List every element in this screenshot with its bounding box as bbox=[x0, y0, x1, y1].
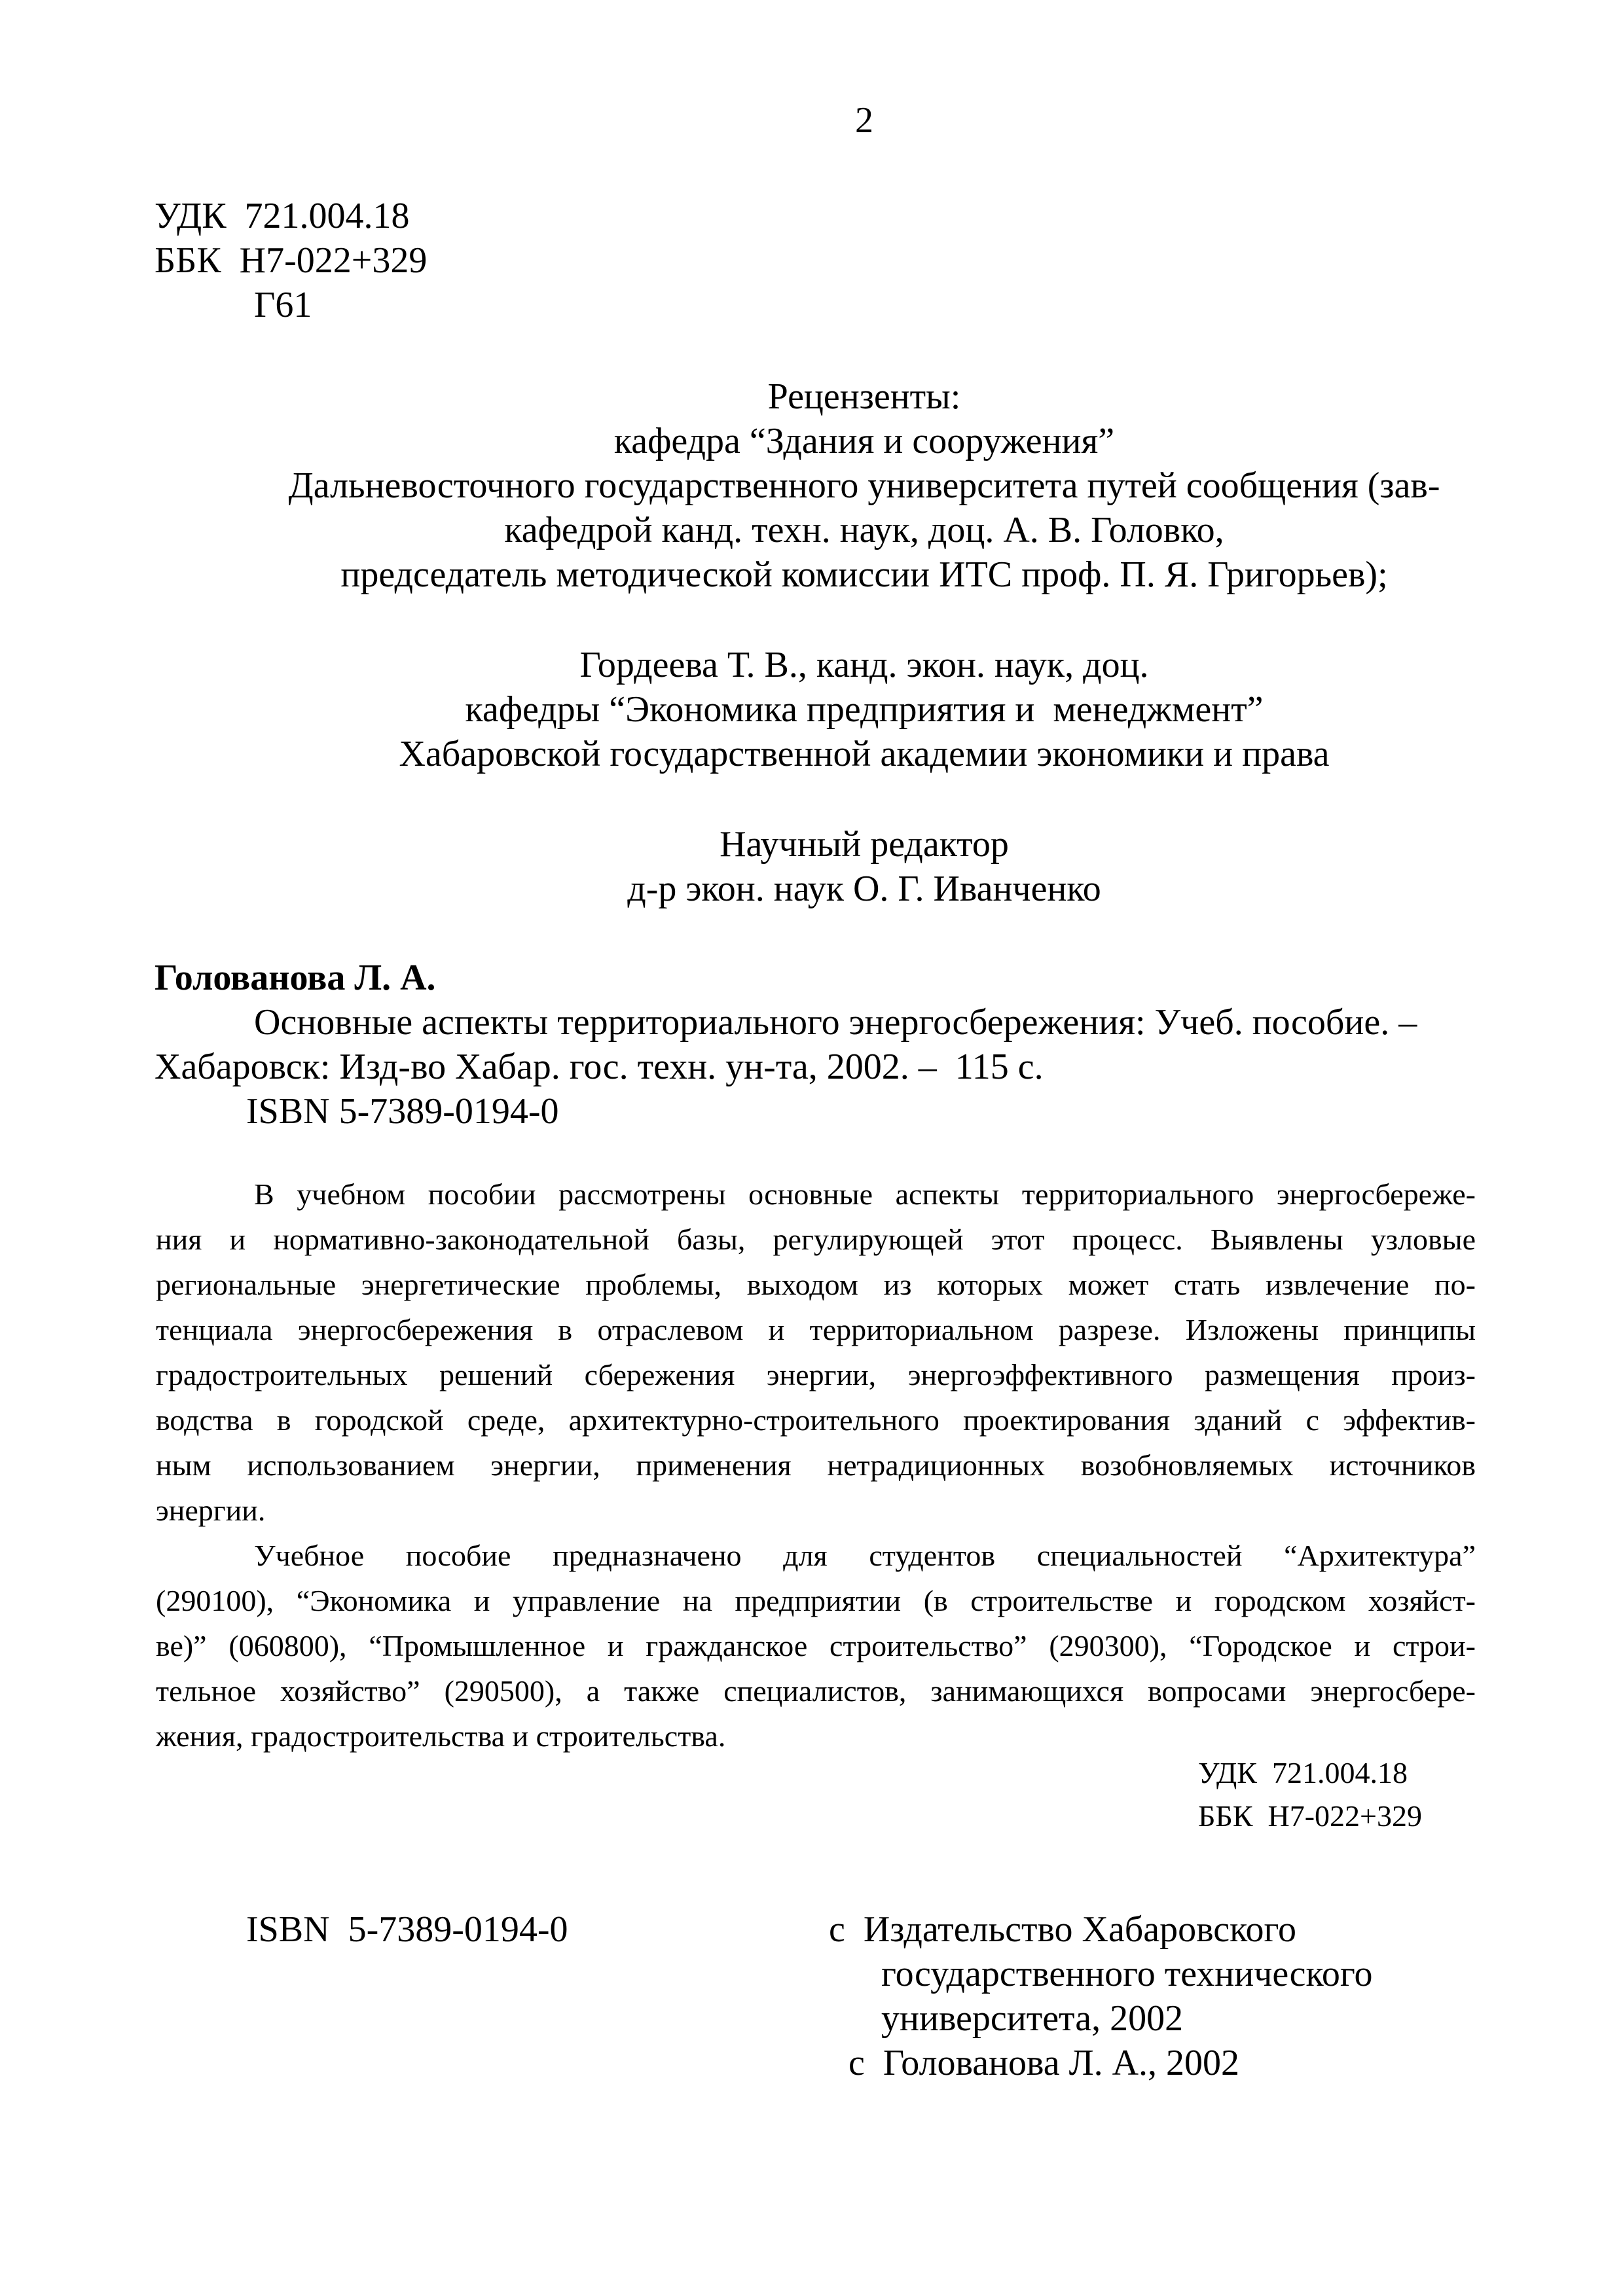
copyright-publisher-line-3: университета, 2002 bbox=[881, 1998, 1184, 2039]
abstract-p2-line-5: жения, градостроительства и строительства. bbox=[156, 1719, 726, 1753]
abstract-paragraph-1 bbox=[156, 1172, 1476, 1533]
book-author: Голованова Л. А. bbox=[155, 958, 436, 998]
footer-bbk-code: ББК Н7-022+329 bbox=[1198, 1799, 1422, 1833]
book-isbn: ISBN 5-7389-0194-0 bbox=[246, 1091, 559, 1132]
book-citation-line-1: Основные аспекты территориального энергосбережения: Учеб. пособие. – bbox=[254, 1002, 1417, 1043]
abstract-p2-line-2: (290100), “Экономика и управление на предприятии (в строительстве и городском хозяйст- bbox=[156, 1584, 1476, 1617]
footer-udk-code: УДК 721.004.18 bbox=[1198, 1756, 1408, 1789]
reviewer-2-line-3: Хабаровской государственной академии экономики и права bbox=[399, 734, 1330, 774]
abstract-p2-line-1: Учебное пособие предназначено для студентов специальностей “Архитектура” bbox=[254, 1539, 1476, 1572]
copyright-isbn: ISBN 5-7389-0194-0 bbox=[246, 1909, 568, 1950]
page-number: 2 bbox=[855, 100, 873, 141]
book-citation-line-2: Хабаровск: Изд-во Хабар. гос. техн. ун-та, 2002. – 115 с. bbox=[155, 1047, 1044, 1087]
copyright-publisher-line-2: государственного технического bbox=[881, 1954, 1373, 1994]
author-mark: Г61 bbox=[254, 285, 312, 325]
reviewer-1-line-4: председатель методической комиссии ИТС проф. П. Я. Григорьев); bbox=[340, 554, 1388, 595]
reviewers-title: Рецензенты: bbox=[767, 376, 961, 417]
bbk-code: ББК Н7-022+329 bbox=[155, 240, 428, 281]
reviewer-1-line-1: кафедра “Здания и сооружения” bbox=[613, 421, 1115, 461]
abstract-p1-line-6: водства в городской среде, архитектурно-строительного проектирования зданий с эффектив- bbox=[156, 1403, 1476, 1437]
abstract-p2-line-4: тельное хозяйство” (290500), а также специалистов, занимающихся вопросами энергосбере- bbox=[156, 1674, 1476, 1708]
abstract-p2-line-3: ве)” (060800), “Промышленное и гражданское строительство” (290300), “Городское и строи- bbox=[156, 1629, 1476, 1662]
abstract-p1-line-7: ным использованием энергии, применения нетрадиционных возобновляемых источников bbox=[156, 1448, 1476, 1482]
abstract-p1-line-5: градостроительных решений сбережения энергии, энергоэффективного размещения произ- bbox=[156, 1358, 1476, 1391]
reviewer-1-line-2: Дальневосточного государственного университета путей сообщения (зав- bbox=[288, 465, 1440, 506]
abstract-p1-line-1: В учебном пособии рассмотрены основные аспекты территориального энергосбереже- bbox=[254, 1177, 1476, 1211]
abstract-p1-line-3: региональные энергетические проблемы, выходом из которых может стать извлечение по- bbox=[156, 1268, 1476, 1301]
copyright-publisher-line-1: с Издательство Хабаровского bbox=[829, 1909, 1297, 1950]
udk-code: УДК 721.004.18 bbox=[155, 196, 410, 236]
editor-name: д-р экон. наук О. Г. Иванченко bbox=[627, 869, 1101, 909]
editor-title: Научный редактор bbox=[720, 824, 1009, 865]
reviewer-1-line-3: кафедрой канд. техн. наук, доц. А. В. Головко, bbox=[504, 510, 1224, 550]
reviewer-2-line-2: кафедры “Экономика предприятия и менеджмент” bbox=[465, 689, 1264, 730]
abstract-p1-line-8: энергии. bbox=[156, 1494, 266, 1527]
abstract-paragraph-2 bbox=[156, 1533, 1476, 1759]
copyright-author: с Голованова Л. А., 2002 bbox=[848, 2043, 1240, 2083]
abstract-p1-line-4: тенциала энергосбережения в отраслевом и территориальном разрезе. Изложены принципы bbox=[156, 1313, 1476, 1346]
abstract-p1-line-2: ния и нормативно-законодательной базы, регулирующей этот процесс. Выявлены узловые bbox=[156, 1223, 1476, 1256]
reviewer-2-line-1: Гордеева Т. В., канд. экон. наук, доц. bbox=[579, 645, 1149, 685]
